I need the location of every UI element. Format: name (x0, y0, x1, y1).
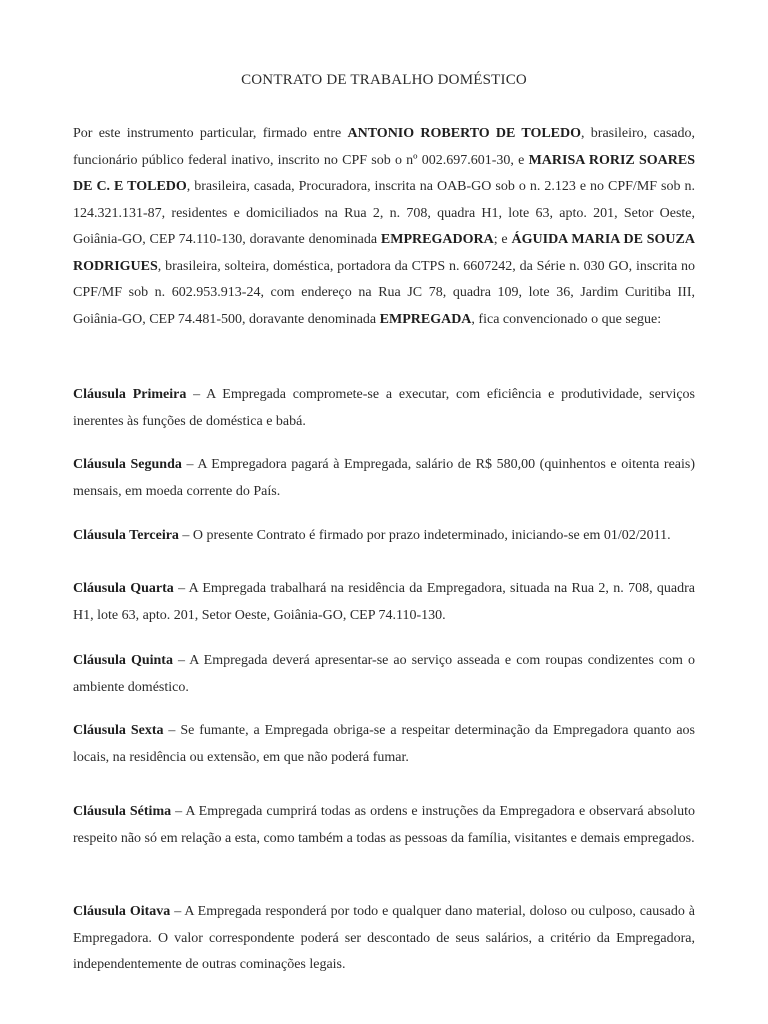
employee-term: EMPREGADA (379, 311, 472, 327)
clause-text: – A Empregada deverá apresentar-se ao serviço asseada e com roupas condizentes com o ambiente doméstico. (73, 653, 695, 695)
employee-name: ÁGUIDA MARIA DE SOUZA RODRIGUES (73, 232, 695, 274)
intro-text: ; e (493, 232, 512, 247)
clause-quinta (73, 648, 695, 701)
clause-heading: Cláusula Quarta (73, 581, 174, 596)
clause-heading: Cláusula Sétima (73, 804, 172, 819)
document-title: CONTRATO DE TRABALHO DOMÉSTICO (241, 72, 527, 88)
clause-heading: Cláusula Quinta (73, 653, 173, 668)
clause-text: – A Empregada cumprirá todas as ordens e instruções da Empregadora e observará absoluto respeito não só em relação a esta, como também a todas as pessoas da família, visitantes e demais empregados. (73, 804, 695, 846)
clause-terceira (73, 523, 695, 550)
intro-text: , brasileira, casada, Procuradora, inscrita na OAB-GO sob o n. 2.123 e no CPF/MF sob n. 124.321.131-87, residentes e domiciliados na Rua 2, n. 708, quadra H1, lote 63, apto. 201, Setor Oeste, Goiânia-GO, CEP 74.110-130, doravante denominada (73, 179, 695, 247)
clause-text: – O presente Contrato é firmado por prazo indeterminado, iniciando-se em 01/02/2011. (178, 528, 671, 543)
clause-text: – A Empregada compromete-se a executar, com eficiência e produtividade, serviços inerentes às funções de doméstica e babá. (73, 387, 696, 429)
clause-sexta (73, 718, 695, 771)
intro-text: , brasileira, solteira, doméstica, portadora da CTPS n. 6607242, da Série n. 030 GO, inscrita no CPF/MF sob n. 602.953.913-24, com endereço na Rua JC 78, quadra 109, lote 36, Jardim Curitiba III, Goiânia-GO, CEP 74.481-500, doravante denominada (73, 258, 695, 327)
intro-paragraph (73, 121, 695, 333)
clause-heading: Cláusula Terceira (73, 528, 179, 543)
clause-text: – A Empregadora pagará à Empregada, salário de R$ 580,00 (quinhentos e oitenta reais) mensais, em moeda corrente do País. (73, 457, 696, 499)
clause-segunda (73, 452, 695, 505)
clause-heading: Cláusula Oitava (73, 904, 171, 919)
clause-text: – Se fumante, a Empregada obriga-se a respeitar determinação da Empregadora quanto aos locais, na residência ou extensão, em que não poderá fumar. (73, 723, 695, 765)
clause-heading: Cláusula Segunda (73, 457, 182, 472)
clause-text: – A Empregada trabalhará na residência da Empregadora, situada na Rua 2, n. 708, quadra H1, lote 63, apto. 201, Setor Oeste, Goiânia-GO, CEP 74.110-130. (73, 581, 695, 623)
intro-text: , brasileiro, casado, funcionário público federal inativo, inscrito no CPF sob o nº 002.697.601-30, e (73, 126, 695, 168)
clause-oitava (73, 899, 695, 979)
clause-text: – A Empregada responderá por todo e qualquer dano material, doloso ou culposo, causado à Empregadora. O valor correspondente poderá ser descontado de seus salários, a critério da Empregadora, independentemente de outras cominações legais. (73, 904, 695, 972)
employer1-name: ANTONIO ROBERTO DE TOLEDO (347, 126, 582, 141)
clause-setima (73, 799, 695, 852)
clause-quarta (73, 576, 695, 629)
clause-heading: Cláusula Primeira (73, 387, 187, 402)
clause-primeira (73, 382, 695, 435)
intro-text: , fica convencionado o que segue: (471, 311, 662, 327)
employer-term: EMPREGADORA (380, 232, 494, 247)
intro-text: Por este instrumento particular, firmado entre (73, 126, 348, 141)
employer2-name: MARISA RORIZ SOARES DE C. E TOLEDO (73, 152, 695, 194)
clause-heading: Cláusula Sexta (73, 723, 164, 738)
